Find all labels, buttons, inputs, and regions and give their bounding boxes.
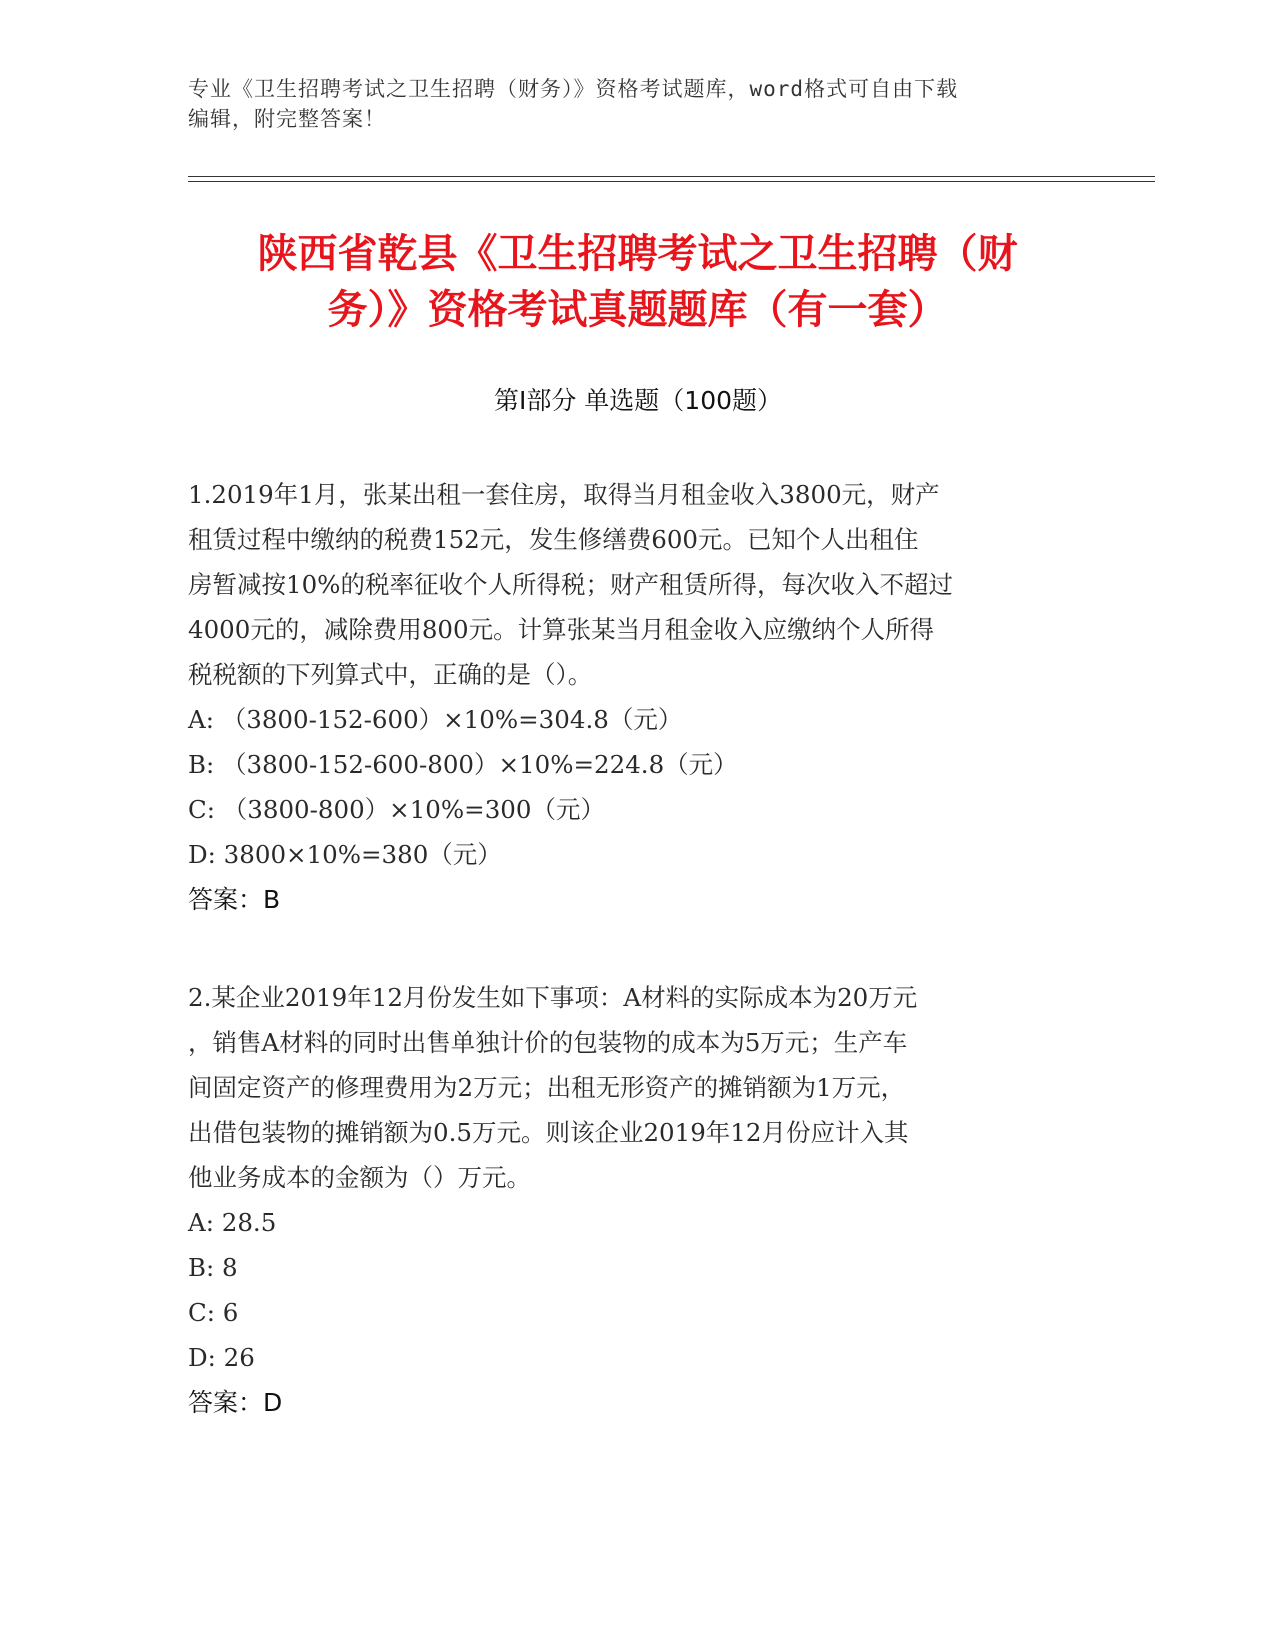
section-title: 第Ⅰ部分 单选题（100题） [493,386,783,415]
document-title [170,226,1105,338]
option-c: C: （3800-800）×10%=300（元） [188,795,605,824]
header-divider-bottom [188,181,1155,182]
question-stem-line: 间固定资产的修理费用为2万元；出租无形资产的摊销额为1万元， [188,1073,906,1102]
header-note [188,74,1088,134]
answer-label: 答案：B [188,885,281,914]
question-stem-line: 他业务成本的金额为（）万元。 [188,1163,531,1192]
question-2 [188,975,1088,1425]
header-divider-top [188,176,1155,177]
option-b: B: （3800-152-600-800）×10%=224.8（元） [188,750,738,779]
option-c: C: 6 [188,1298,239,1327]
option-d: D: 26 [188,1343,255,1372]
question-stem-line: ，销售A材料的同时出售单独计价的包装物的成本为5万元；生产车 [188,1028,908,1057]
document-title-line-2: 务）》资格考试真题题库（有一套） [327,287,948,333]
option-a: A: （3800-152-600）×10%=304.8（元） [188,705,683,734]
header-note-line-1: 专业《卫生招聘考试之卫生招聘（财务）》资格考试题库，word格式可自由下载 [188,77,959,101]
option-a: A: 28.5 [188,1208,277,1237]
option-b: B: 8 [188,1253,238,1282]
question-1 [188,472,1088,922]
option-d: D: 3800×10%=380（元） [188,840,502,869]
answer-label: 答案：D [188,1388,283,1417]
question-stem-line: 租赁过程中缴纳的税费152元，发生修缮费600元。已知个人出租住 [188,525,919,554]
question-stem-line: 4000元的，减除费用800元。计算张某当月租金收入应缴纳个人所得 [188,615,935,644]
question-stem-line: 房暂减按10%的税率征收个人所得税；财产租赁所得，每次收入不超过 [188,570,953,599]
question-stem-line: 税税额的下列算式中，正确的是（）。 [188,660,593,689]
document-title-line-1: 陕西省乾县《卫生招聘考试之卫生招聘（财 [257,231,1018,277]
question-stem-line: 1.2019年1月，张某出租一套住房，取得当月租金收入3800元，财产 [188,480,940,509]
question-stem-line: 出借包装物的摊销额为0.5万元。则该企业2019年12月份应计入其 [188,1118,909,1147]
header-note-line-2: 编辑，附完整答案！ [188,107,386,131]
question-stem-line: 2.某企业2019年12月份发生如下事项：A材料的实际成本为20万元 [188,983,918,1012]
